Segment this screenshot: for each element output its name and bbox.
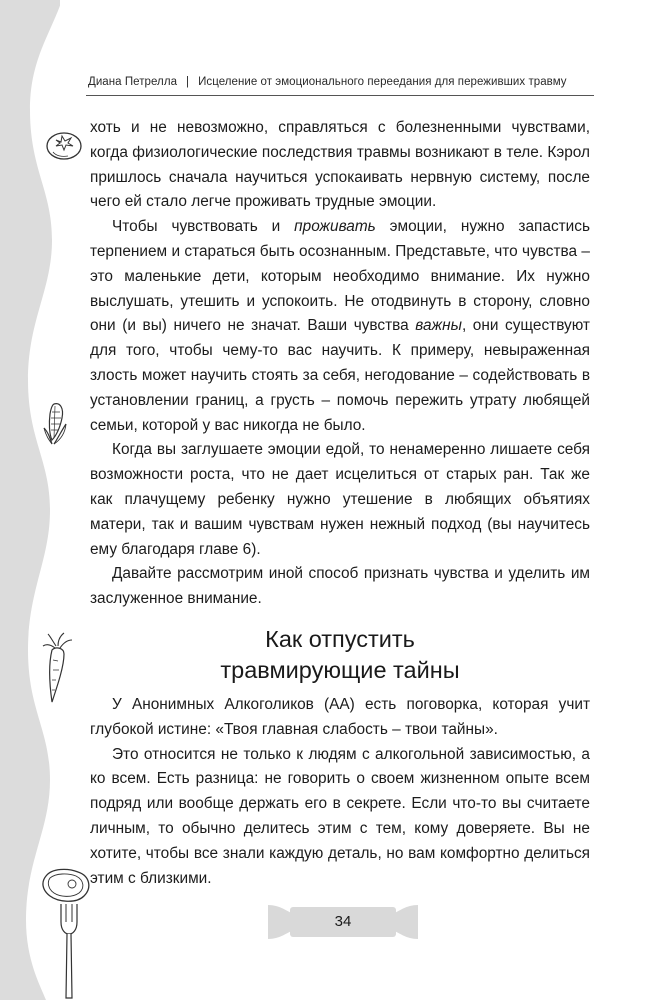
fork-icon	[55, 900, 83, 1000]
paragraph: Это относится не только к людям с алкогольной зависимостью, а ко всем. Есть разница: не говорить о своем жизненном опыте всем подряд или вообще держать его в секрете. Если что-то вы считаете личным, то обычно делитесь этим с тем, кому доверяете. Вы не хотите, чтобы все знали каждую деталь, но вам комфортно делиться этим с близкими.	[90, 745, 590, 887]
emphasis: важны	[415, 317, 462, 335]
body-text-block-2	[90, 693, 590, 891]
running-head-author: Диана Петрелла	[88, 76, 178, 88]
paragraph: хоть и не невозможно, справляться с болезненными чувствами, когда физиологические последствия травмы возникают в теле. Кэрол пришлось сначала научиться успокаивать нервную систему, после чего ей стало легче проживать трудные эмоции.	[90, 119, 590, 211]
emphasis: проживать	[294, 218, 376, 236]
page-number: 34	[334, 913, 352, 930]
text-run: Чтобы чувствовать и	[112, 218, 295, 236]
text-run: , они существуют для того, чтобы чему-то вас научить. К примеру, невыраженная злость может научить стоять за себя, негодование – содействовать в установлении границ, а грусть – помочь пережить утрату любящей семьи, которой у вас никогда не было.	[90, 317, 590, 434]
paragraph: Давайте рассмотрим иной способ признать чувства и уделить им заслуженное внимание.	[90, 565, 590, 608]
running-head	[88, 76, 595, 88]
carrot-icon	[40, 632, 76, 706]
tomato-icon	[44, 126, 84, 162]
text-run: эмоции, нужно запастись терпением и стараться быть осознанным. Представьте, что чувства – это маленькие дети, которым необходимо внимание. Их нужно выслушать, утешить и успокоить. Не отодвинуть в сторону, словно они (и вы) ничего не значат. Ваши чувства	[90, 218, 590, 335]
section-heading-line: травмирующие тайны	[220, 657, 460, 683]
paragraph: Когда вы заглушаете эмоции едой, то ненамеренно лишаете себя возможности роста, что не дает исцелиться от старых ран. Так же как плачущему ребенку нужно утешение в любящих объятиях матери, так и вашим чувствам нужен нежный подход (вы научитесь ему благодаря главе 6).	[90, 441, 590, 558]
paragraph	[90, 215, 590, 438]
section-heading-line: Как отпустить	[265, 626, 415, 652]
paragraph: У Анонимных Алкоголиков (АА) есть поговорка, которая учит глубокой истине: «Твоя главная слабость – твои тайны».	[90, 696, 590, 738]
running-head-separator: |	[186, 76, 190, 88]
running-head-book-title: Исцеление от эмоционального переедания для переживших травму	[198, 76, 567, 88]
body-text-block-1	[90, 116, 590, 612]
section-heading	[90, 624, 590, 686]
header-rule	[86, 95, 594, 96]
corn-icon	[40, 398, 74, 446]
